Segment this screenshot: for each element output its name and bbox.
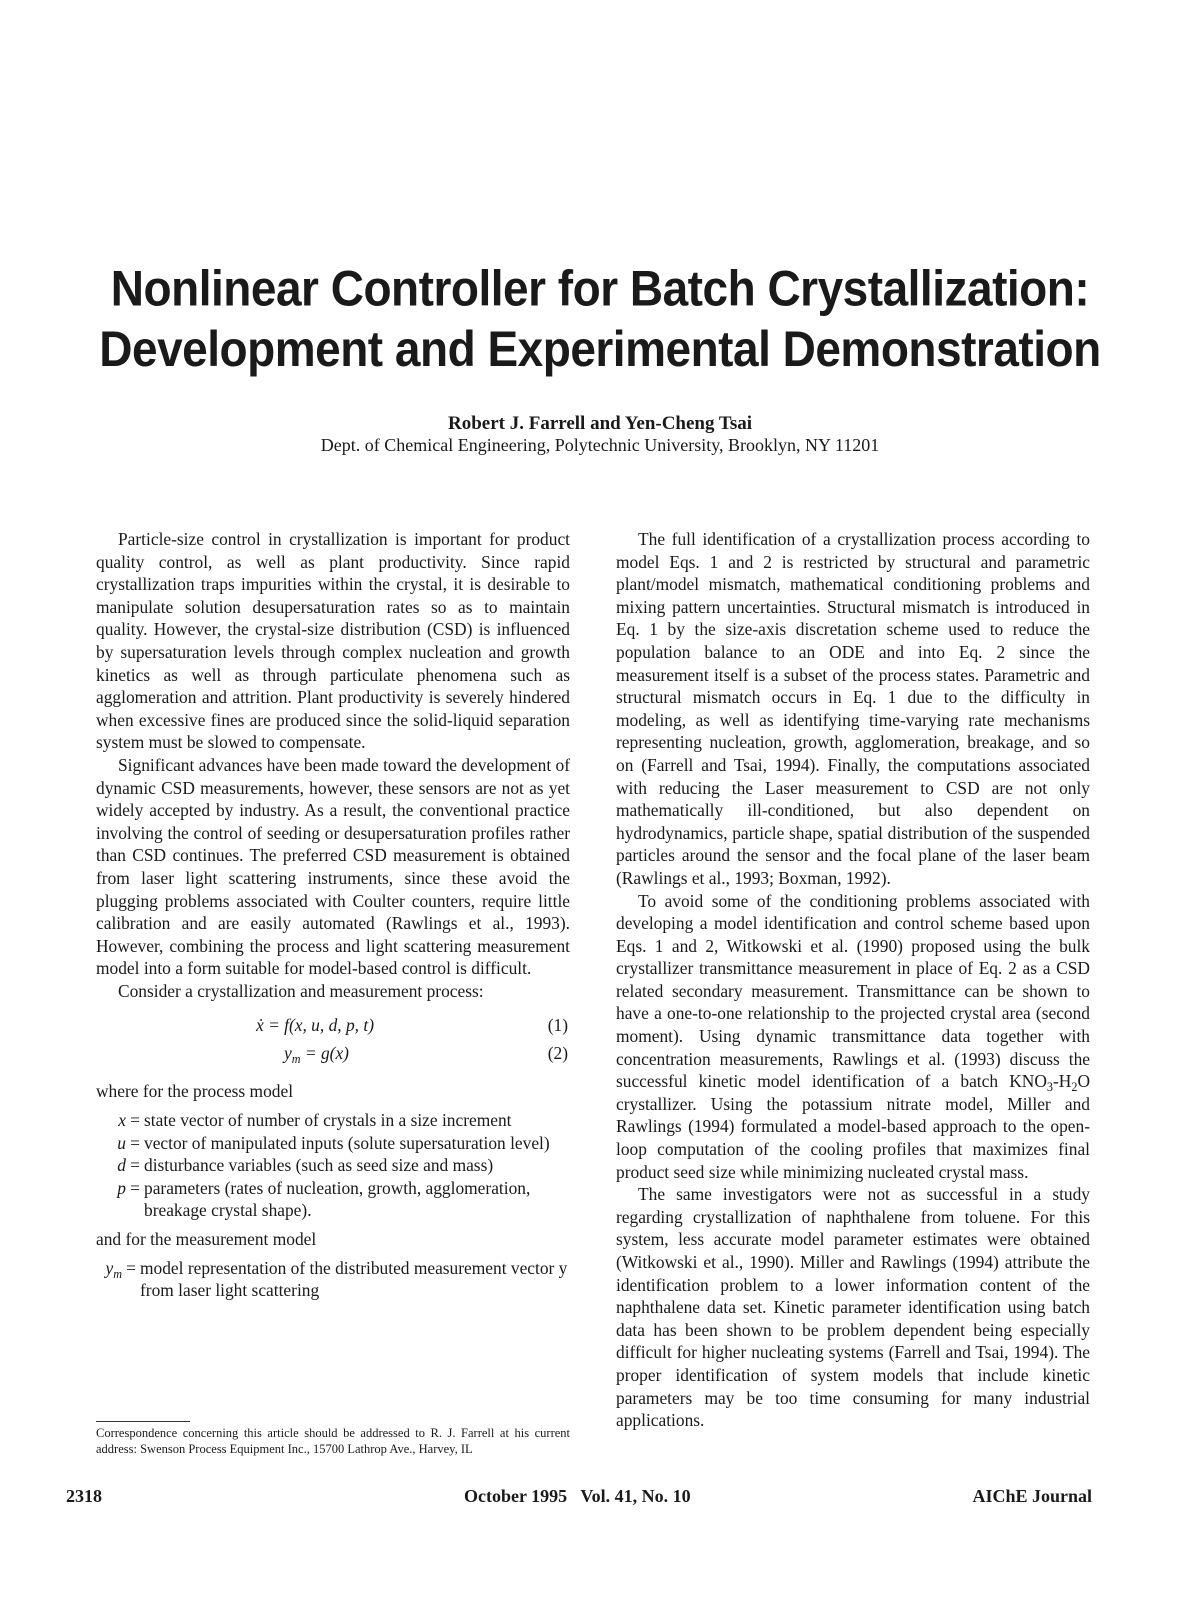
journal-name: AIChE Journal [972,1486,1092,1506]
right-column [616,528,1090,1432]
definition-item: p = parameters (rates of nucleation, growth, agglomeration, breakage crystal shape). [96,1177,570,1222]
paragraph: The full identification of a crystallization process according to model Eqs. 1 and 2 is restricted by structural and parametric plant/model mismatch, mathematical conditioning problems and mixing pattern uncertainties. Structural mismatch is introduced in Eq. 1 by the size-axis discretation scheme used to reduce the population balance to an ODE and into Eq. 2 since the measurement itself is a subset of the process states. Parametric and structural mismatch occurs in Eq. 1 due to the difficulty in modeling, as well as identifying time-varying rate mechanisms representing nucleation, growth, agglomeration, breakage, and so on (Farrell and Tsai, 1994). Finally, the computations associated with reducing the Laser measurement to CSD are not only mathematically ill-conditioned, but also dependent on hydrodynamics, particle shape, spatial distribution of the suspended particles around the sensor and the focal plane of the laser beam (Rawlings et al., 1993; Boxman, 1992). [616,529,1090,888]
paragraph: Significant advances have been made toward the development of dynamic CSD measurements, however, these sensors are not as yet widely accepted by industry. As a result, the conventional practice involving the control of seeding or desupersaturation profiles rather than CSD continues. The preferred CSD measurement is obtained from laser light scattering instruments, since these avoid the plugging problems associated with Coulter counters, require little calibration and are easily automated (Rawlings et al., 1993). However, combining the process and light scattering measurement model into a form suitable for model-based control is difficult. [96,754,570,979]
footnote-rule [96,1421,190,1422]
equations [96,1014,570,1070]
footnote: Correspondence concerning this article should be addressed to R. J. Farrell at his current address: Swenson Process Equipment Inc., 15700 Lathrop Ave., Harvey, IL [96,1426,570,1456]
equation-1 [96,1014,570,1042]
article-title [80,258,1120,379]
process-definitions [96,1109,570,1222]
paragraph-text: To avoid some of the conditioning problems associated with developing a model identification and control scheme based upon Eqs. 1 and 2, Witkowski et al. (1990) proposed using the bulk crystallizer transmittance measurement in place of Eq. 2 as a CSD related secondary measurement. Transmittance can be shown to have a one-to-one relationship to the projected crystal area (second moment). Using dynamic transmittance data together with concentration measurements, Rawlings et al. (1993) discuss the successful kinetic model identification of a batch KNO [616,890,1090,1092]
definition-text: vector of manipulated inputs (solute supersaturation level) [144,1132,550,1153]
definition-symbol: $y_m$ [105,1257,122,1281]
equation-2-expression: $y_m = g(x)$ [284,1043,349,1067]
title-line-2: Development and Experimental Demonstration [99,320,1101,377]
definition-item: u = vector of manipulated inputs (solute supersaturation level) [96,1132,570,1155]
definition-text: parameters (rates of nucleation, growth, agglomeration, breakage crystal shape). [144,1177,531,1221]
paragraph: To avoid some of the conditioning problems associated with developing a model identification and control scheme based upon Eqs. 1 and 2, Witkowski et al. (1990) proposed using the bulk crystallizer transmittance measurement in place of Eq. 2 as a CSD related secondary measurement. Transmittance can be shown to have a one-to-one relationship to the projected crystal area (second moment). Using dynamic transmittance data together with concentration measurements, Rawlings et al. (1993) discuss the successful kinetic model identification of a batch $KNO_3-H_2O$ crystallizer. Using the potassium nitrate model, Miller and Rawlings (1994) formulated a model-based approach to the open-loop computation of the cooling profiles that maximizes final product seed size while minimizing nucleated crystal mass. [616,890,1090,1182]
paragraph-text: O crystallizer. Using the potassium nitrate model, Miller and Rawlings (1994) formulated a model-based approach to the open-loop computation of the cooling profiles that maximizes final product seed size while minimizing nucleated crystal mass. [616,1071,1090,1182]
paragraph: Particle-size control in crystallization is important for product quality control, as well as plant productivity. Since rapid crystallization traps impurities within the crystal, it is desirable to manipulate solution desupersaturation rates so as to maintain quality. However, the crystal-size distribution (CSD) is influenced by supersaturation levels through complex nucleation and growth kinetics as well as through particulate phenomena such as agglomeration and attrition. Plant productivity is severely hindered when excessive fines are produced since the solid-liquid separation system must be slowed to compensate. [96,529,570,753]
definition-item: d = disturbance variables (such as seed size and mass) [96,1154,570,1177]
definition-text: model representation of the distributed measurement vector y from laser light scattering [140,1257,568,1301]
paragraph: Consider a crystallization and measurement process: [118,980,484,1001]
authors: Robert J. Farrell and Yen-Cheng Tsai [447,413,753,434]
definition-symbol: x [118,1110,126,1131]
equation-1-number: (1) [547,1015,568,1036]
title-line-1: Nonlinear Controller for Batch Crystallization: [110,260,1090,317]
affiliation: Dept. of Chemical Engineering, Polytechnic University, Brooklyn, NY 11201 [320,435,880,455]
equation-2-rhs: = g(x) [304,1043,349,1064]
definition-symbol: p [117,1177,126,1198]
equation-2-number: (2) [547,1043,568,1064]
definition-text: state vector of number of crystals in a size increment [144,1110,512,1131]
measurement-model-intro: and for the measurement model [96,1229,317,1250]
paragraph: The same investigators were not as successful in a study regarding crystallization of naphthalene from toluene. For this system, less accurate model parameter estimates were obtained (Witkowski et al., 1990). Miller and Rawlings (1994) attribute the identification problem to a lower information content of the naphthalene data set. Kinetic parameter identification using batch data has been shown to be problem dependent being especially difficult for higher nucleating systems (Farrell and Tsai, 1994). The proper identification of system models that include kinetic parameters may be too time consuming for many industrial applications. [616,1184,1090,1431]
measurement-definitions [96,1257,570,1302]
paragraph-text: -H [1053,1071,1072,1092]
definition-text: disturbance variables (such as seed size and mass) [144,1155,494,1176]
left-column [96,528,570,1308]
equation-1-expression: ẋ = f(x, u, d, p, t) [256,1015,374,1036]
definition-item: $y_m$ = model representation of the distributed measurement vector y from laser light scattering [96,1257,570,1302]
definition-symbol: u [117,1132,126,1153]
definition-item: x = state vector of number of crystals in a size increment [96,1109,570,1132]
definition-symbol: d [117,1155,126,1176]
process-model-intro: where for the process model [96,1081,294,1102]
equation-2 [96,1042,570,1070]
page-number: 2318 [66,1486,102,1506]
issue-info: October 1995 Vol. 41, No. 10 [464,1486,691,1506]
